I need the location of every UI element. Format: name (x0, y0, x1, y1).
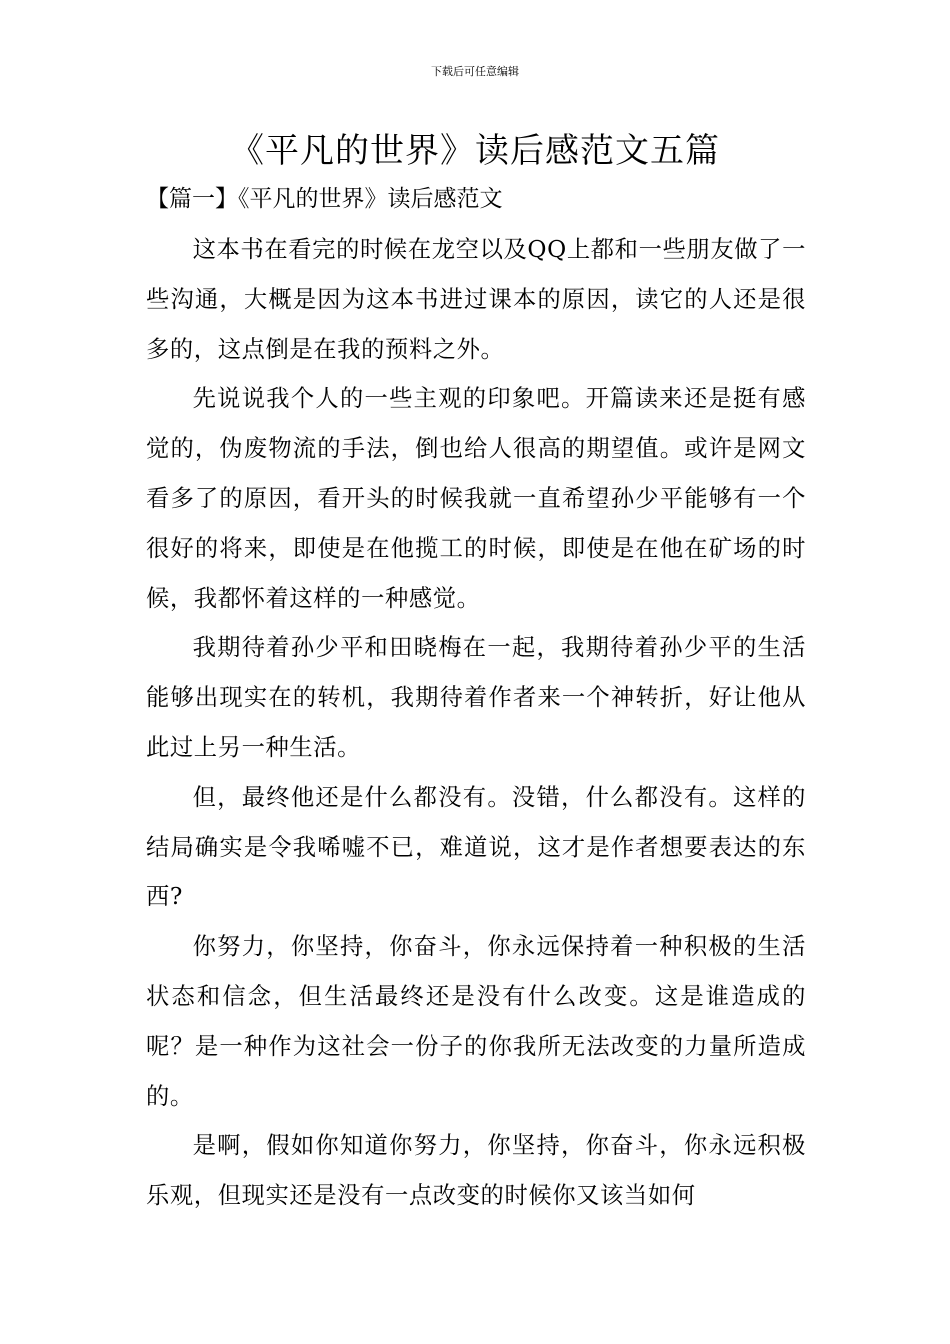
article-body (146, 225, 806, 1221)
paragraph: 你努力，你坚持，你奋斗，你永远保持着一种积极的生活状态和信念，但生活最终还是没有什么改变。这是谁造成的呢？是一种作为这社会一份子的你我所无法改变的力量所造成的。 (146, 933, 806, 1110)
paragraph: 我期待着孙少平和田晓梅在一起，我期待着孙少平的生活能够出现实在的转机，我期待着作者来一个神转折，好让他从此过上另一种生活。 (146, 634, 806, 761)
paragraph: 先说说我个人的一些主观的印象吧。开篇读来还是挺有感觉的，伪废物流的手法，倒也给人很高的期望值。或许是网文看多了的原因，看开头的时候我就一直希望孙少平能够有一个很好的将来，即使是在他揽工的时候，即使是在他在矿场的时候，我都怀着这样的一种感觉。 (146, 385, 806, 612)
paragraph: 但，最终他还是什么都没有。没错，什么都没有。这样的结局确实是令我唏嘘不已，难道说，这才是作者想要表达的东西? (146, 783, 806, 911)
header-note: 下载后可任意编辑 (431, 65, 519, 78)
section-heading: 【篇一】《平凡的世界》读后感范文 (146, 186, 503, 212)
paragraph: 是啊，假如你知道你努力，你坚持，你奋斗，你永远积极乐观，但现实还是没有一点改变的时候你又该当如何 (146, 1132, 806, 1210)
paragraph: 这本书在看完的时候在龙空以及QQ上都和一些朋友做了一些沟通，大概是因为这本书进过课本的原因，读它的人还是很多的，这点倒是在我的预料之外。 (146, 236, 806, 363)
document-title: 《平凡的世界》读后感范文五篇 (230, 131, 720, 171)
